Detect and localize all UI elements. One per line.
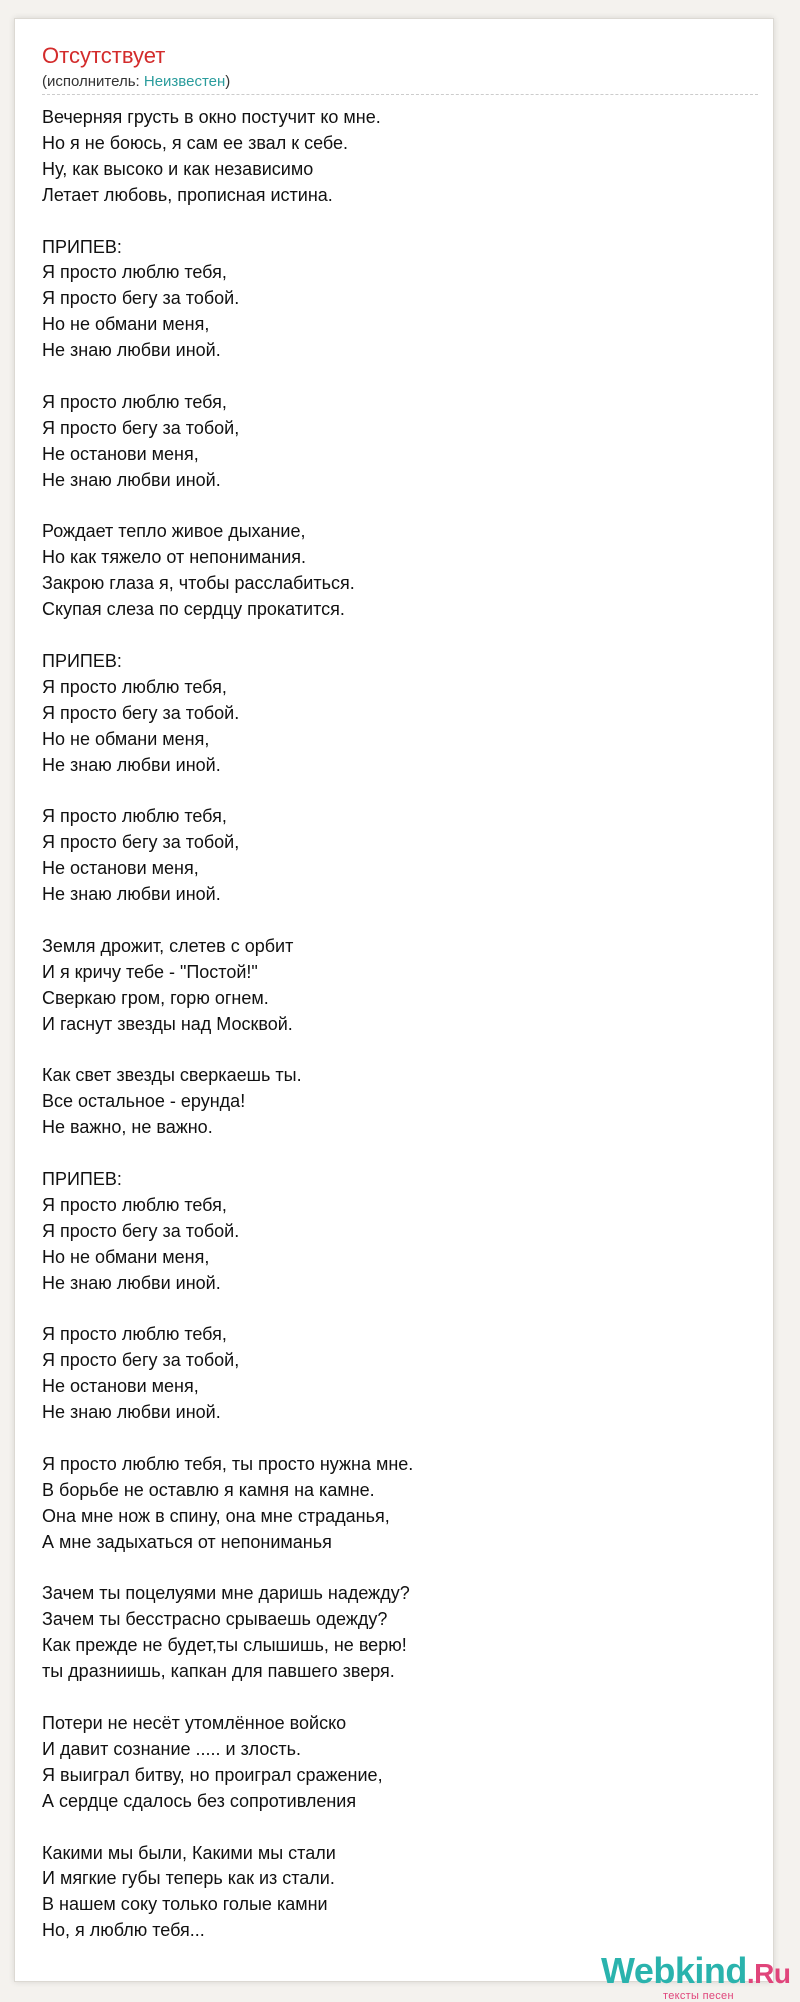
- lyric-line: Я просто бегу за тобой,: [42, 1350, 240, 1371]
- lyrics-stanza: [42, 804, 742, 908]
- lyrics-stanza: [42, 1581, 742, 1685]
- lyrics-stanza: [42, 235, 742, 365]
- lyric-line: Летает любовь, прописная истина.: [42, 184, 333, 205]
- lyric-line: Я просто люблю тебя, ты просто нужна мне.: [42, 1453, 414, 1474]
- lyric-line: Скупая слеза по сердцу прокатится.: [42, 599, 345, 620]
- lyric-line: Какими мы были, Какими мы стали: [42, 1842, 336, 1863]
- lyric-line: Не знаю любви иной.: [42, 469, 221, 490]
- lyric-line: Но как тяжело от непонимания.: [42, 547, 307, 568]
- lyrics-stanza: [42, 934, 742, 1038]
- lyric-line: Я просто бегу за тобой.: [42, 288, 240, 309]
- lyric-line: Ну, как высоко и как независимо: [42, 158, 314, 179]
- lyric-line: Я просто люблю тебя,: [42, 806, 227, 827]
- lyric-line: И давит сознание ..... и злость.: [42, 1738, 301, 1759]
- song-title: Отсутствует: [42, 43, 166, 68]
- lyric-line: Не останови меня,: [42, 858, 199, 879]
- lyrics-stanza: [42, 649, 742, 779]
- artist-line: [42, 73, 230, 91]
- lyrics-stanza: [42, 390, 742, 494]
- lyric-line: Но я не боюсь, я сам ее звал к себе.: [42, 132, 348, 153]
- artist-prefix: (исполнитель:: [42, 73, 144, 90]
- lyric-line: ПРИПЕВ:: [42, 1169, 122, 1190]
- lyric-line: Я просто люблю тебя,: [42, 262, 227, 283]
- lyric-line: Я просто бегу за тобой.: [42, 1220, 240, 1241]
- lyric-line: Не знаю любви иной.: [42, 1402, 221, 1423]
- lyric-line: А сердце сдалось без сопротивления: [42, 1790, 357, 1811]
- lyric-line: Я просто люблю тебя,: [42, 391, 227, 412]
- lyrics-stanza: [42, 1322, 742, 1426]
- lyric-line: Сверкаю гром, горю огнем.: [42, 987, 269, 1008]
- lyrics-stanza: [42, 1452, 742, 1556]
- lyric-line: Не знаю любви иной.: [42, 754, 221, 775]
- lyric-line: Я просто бегу за тобой,: [42, 417, 240, 438]
- lyrics-body: [42, 105, 742, 1970]
- lyric-line: Но не обмани меня,: [42, 728, 210, 749]
- watermark-tagline: тексты песен: [663, 1990, 734, 2002]
- artist-link[interactable]: Неизвестен: [143, 73, 226, 90]
- lyric-line: И мягкие губы теперь как из стали.: [42, 1868, 335, 1889]
- lyric-line: Земля дрожит, слетев с орбит: [42, 935, 294, 956]
- lyric-line: И гаснут звезды над Москвой.: [42, 1013, 293, 1034]
- lyric-line: Я просто бегу за тобой,: [42, 832, 240, 853]
- lyric-line: Я просто бегу за тобой.: [42, 702, 240, 723]
- artist-suffix: ): [225, 73, 231, 90]
- lyric-line: Зачем ты поцелуями мне даришь надежду?: [42, 1583, 410, 1604]
- lyric-line: Потери не несёт утомлённое войско: [42, 1713, 347, 1733]
- lyrics-stanza: [42, 1167, 742, 1297]
- lyric-line: А мне задыхаться от непониманья: [42, 1531, 332, 1552]
- lyric-line: Как свет звезды сверкаешь ты.: [42, 1065, 302, 1086]
- lyric-line: Как прежде не будет,ты слышишь, не верю!: [42, 1635, 407, 1656]
- lyrics-stanza: [42, 1711, 742, 1815]
- lyric-line: Не знаю любви иной.: [42, 1272, 221, 1293]
- lyric-line: Но не обмани меня,: [42, 1246, 210, 1267]
- lyric-line: Я просто люблю тебя,: [42, 676, 227, 697]
- lyric-line: И я кричу тебе - "Постой!": [42, 961, 258, 982]
- lyric-line: В нашем соку только голые камни: [42, 1894, 328, 1915]
- lyric-line: Вечерняя грусть в окно постучит ко мне.: [42, 107, 381, 127]
- title-divider: [42, 94, 758, 95]
- watermark-logo: [601, 1951, 790, 1994]
- lyric-line: Она мне нож в спину, она мне страданья,: [42, 1505, 390, 1526]
- webkind-watermark: [601, 1951, 791, 2001]
- lyric-line: Не знаю любви иной.: [42, 340, 221, 361]
- watermark-name: Webkind: [601, 1950, 747, 1991]
- lyric-line: Закрою глаза я, чтобы расслабиться.: [42, 573, 355, 594]
- lyric-line: Но не обмани меня,: [42, 314, 210, 335]
- lyric-line: Не останови меня,: [42, 443, 199, 464]
- watermark-domain: .Ru: [746, 1958, 791, 1989]
- lyric-line: Я просто люблю тебя,: [42, 1194, 227, 1215]
- lyric-line: Не знаю любви иной.: [42, 884, 221, 905]
- lyric-line: В борьбе не оставлю я камня на камне.: [42, 1479, 375, 1500]
- lyric-line: Я просто люблю тебя,: [42, 1324, 227, 1345]
- lyric-line: Не останови меня,: [42, 1376, 199, 1397]
- lyrics-card: [14, 18, 791, 2002]
- lyrics-stanza: [42, 105, 742, 209]
- lyric-line: ПРИПЕВ:: [42, 236, 122, 257]
- lyrics-stanza: [42, 1841, 742, 1945]
- lyric-line: ПРИПЕВ:: [42, 650, 122, 671]
- lyrics-stanza: [42, 1063, 742, 1141]
- lyric-line: Я выиграл битву, но проиграл сражение,: [42, 1764, 383, 1785]
- lyric-line: Все остальное - ерунда!: [42, 1091, 246, 1112]
- lyric-line: Не важно, не важно.: [42, 1117, 213, 1138]
- lyric-line: Зачем ты бесстрасно срываешь одежду?: [42, 1609, 388, 1630]
- lyric-line: ты дразниишь, капкан для павшего зверя.: [42, 1661, 395, 1682]
- lyric-line: Рождает тепло живое дыхание,: [42, 521, 306, 542]
- lyric-line: Но, я люблю тебя...: [42, 1920, 205, 1941]
- lyrics-stanza: [42, 519, 742, 623]
